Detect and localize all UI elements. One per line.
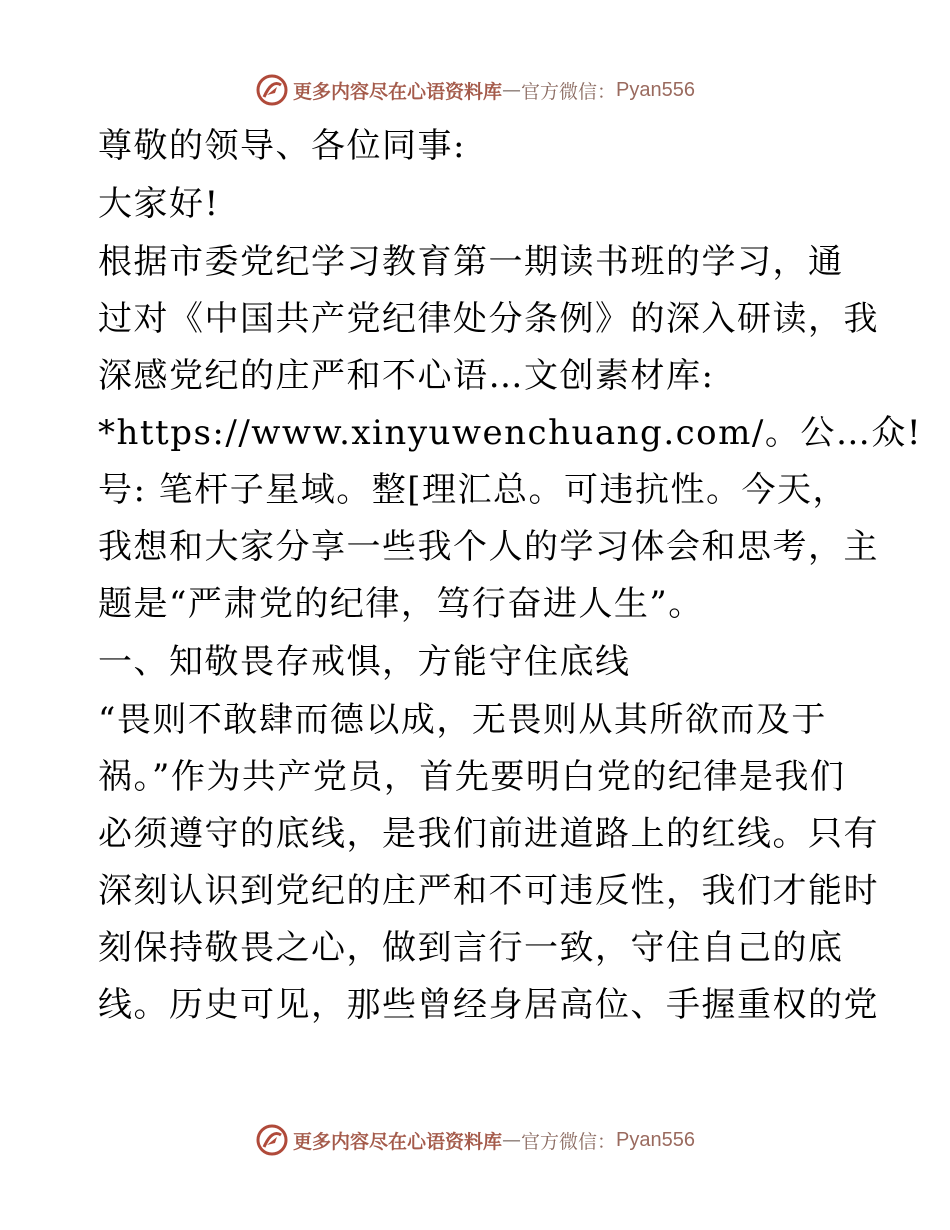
paragraph-line: 祸。”作为共产党员，首先要明白党的纪律是我们 [98, 757, 846, 797]
brand-logo-icon [255, 1123, 289, 1157]
paragraph-line: 刻保持敬畏之心，做到言行一致，守住自己的底 [98, 928, 844, 968]
document-body [98, 118, 923, 1034]
banner-dash: — [502, 79, 522, 101]
banner-brand-text: 更多内容尽在心语资料库 [293, 1130, 503, 1153]
banner-wechat-id: Pyan556 [616, 78, 695, 101]
banner-official-label: 官方微信： [521, 1130, 617, 1153]
banner-dash: — [502, 1129, 522, 1151]
paragraph-line: 过对《中国共产党纪律处分条例》的深入研读，我 [98, 299, 879, 339]
hello: 大家好! [98, 184, 220, 224]
paragraph-line: 线。历史可见，那些曾经身居高位、手握重权的党 [98, 985, 879, 1025]
paragraph-line: 题是“严肃党的纪律，笃行奋进人生”。 [98, 584, 704, 624]
paragraph-line: 我想和大家分享一些我个人的学习体会和思考，主 [98, 527, 879, 567]
banner-official-label: 官方微信： [521, 80, 617, 103]
section-heading-1: 一、知敬畏存戒惧，方能守住底线 [98, 642, 631, 682]
paragraph-line: 号: 笔杆子星域。整[理汇总。可违抗性。今天， [98, 470, 849, 510]
footer-banner [0, 1120, 950, 1160]
paragraph-line: *https://www.xinyuwenchuang.com/。公…众! [98, 413, 923, 453]
paragraph-line: 根据市委党纪学习教育第一期读书班的学习，通 [98, 242, 844, 282]
paragraph-line: 必须遵守的底线，是我们前进道路上的红线。只有 [98, 814, 879, 854]
greeting: 尊敬的领导、各位同事: [98, 126, 466, 166]
paragraph-1 [98, 234, 923, 633]
paragraph-2 [98, 692, 879, 1034]
paragraph-line: “畏则不敢肆而德以成，无畏则从其所欲而及于 [98, 700, 827, 740]
paragraph-line: 深刻认识到党纪的庄严和不可违反性，我们才能时 [98, 871, 879, 911]
banner-brand-text: 更多内容尽在心语资料库 [293, 80, 503, 103]
header-banner [0, 70, 950, 110]
paragraph-line: 深感党纪的庄严和不心语…文创素材库: [98, 356, 715, 396]
banner-wechat-id: Pyan556 [616, 1128, 695, 1151]
brand-logo-icon [255, 73, 289, 107]
